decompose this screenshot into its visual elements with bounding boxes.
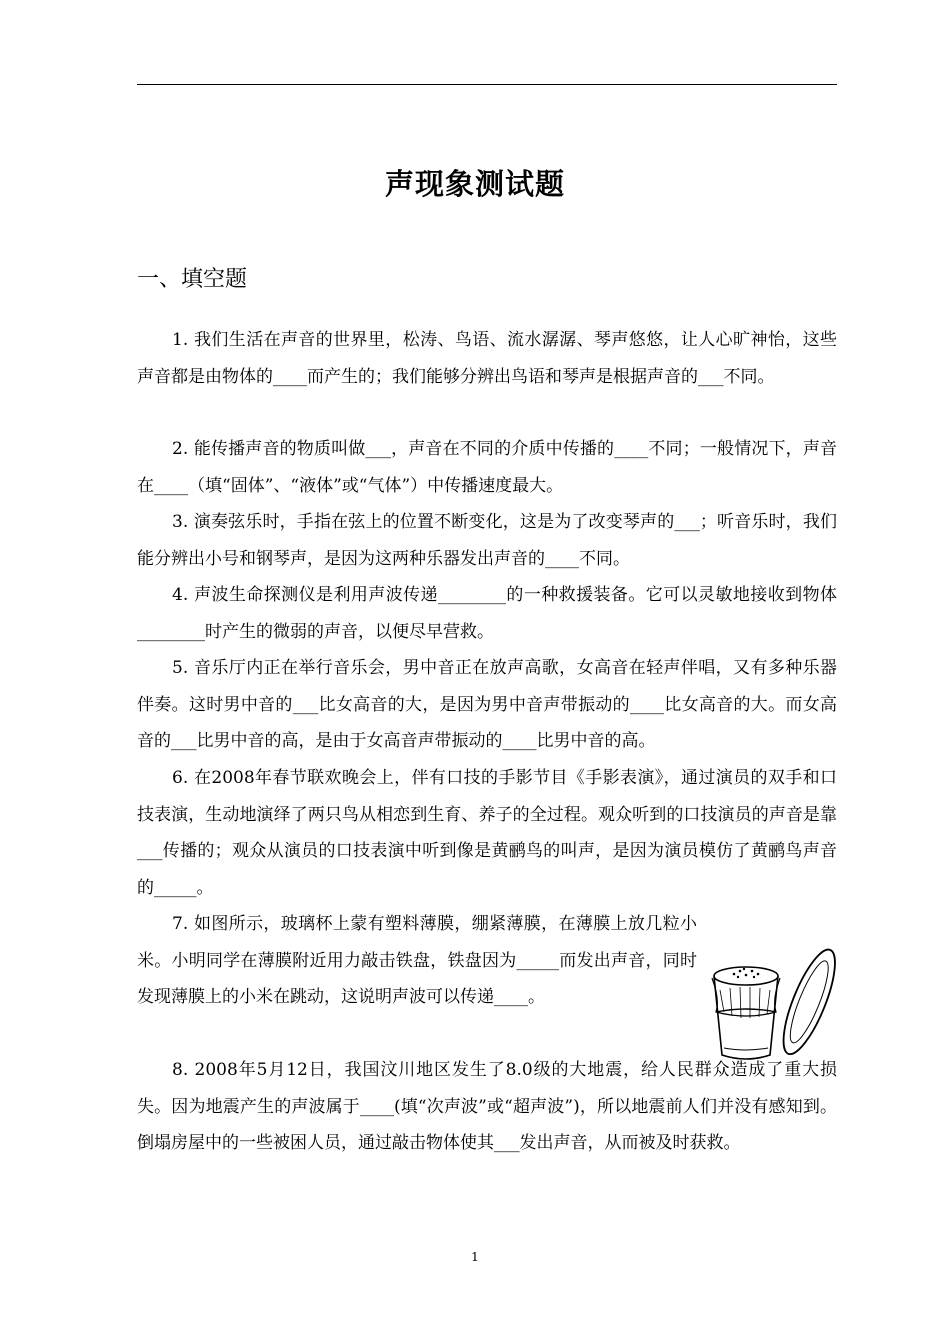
glass-body: [714, 976, 778, 1059]
question-text: 如图所示，玻璃杯上蒙有塑料薄膜，绷紧薄膜，在薄膜上放几粒小米。小明同学在薄膜附近用力敲击铁盘，铁盘因为_____而发出声音，同时发现薄膜上的小米在跳动，这说明声波可以传递____。: [137, 914, 698, 1007]
question-7: [137, 906, 697, 1016]
page-number: 1: [471, 1250, 479, 1264]
header-rule: [137, 84, 837, 85]
question-number: 5.: [172, 658, 189, 678]
question-number: 3.: [172, 512, 189, 532]
question-text: 音乐厅内正在举行音乐会，男中音正在放声高歌，女高音在轻声伴唱，又有多种乐器伴奏。这时男中音的___比女高音的大，是因为男中音声带振动的____比女高音的大。而女高音的___比男中音的高，是由于女高音声带振动的____比男中音的高。: [137, 658, 838, 751]
page-title: 声现象测试题: [384, 167, 565, 201]
iron-plate: [773, 944, 840, 1060]
film-folds: [720, 987, 770, 1018]
glass-water-line: [724, 1048, 768, 1050]
question-text: 能传播声音的物质叫做___，声音在不同的介质中传播的____不同；一般情况下，声音在____（填“固体”、“液体”或“气体”）中传播速度最大。: [137, 439, 838, 496]
question-text: 声波生命探测仪是利用声波传递________的一种救援装备。它可以灵敏地接收到物体________时产生的微弱的声音，以便尽早营救。: [137, 585, 837, 642]
question-1: [137, 322, 837, 395]
question-8: [137, 1052, 837, 1162]
question-number: 7.: [172, 914, 189, 934]
question-number: 8.: [172, 1060, 189, 1080]
question-text: 在2008年春节联欢晚会上，伴有口技的手影节目《手影表演》，通过演员的双手和口技表演，生动地演绎了两只鸟从相恋到生育、养子的全过程。观众听到的口技演员的声音是靠___传播的；观众从演员的口技表演中听到像是黄鹂鸟的叫声，是因为演员模仿了黄鹂鸟声音的_____。: [137, 768, 838, 898]
question-4: [137, 577, 837, 650]
question-number: 6.: [172, 768, 189, 788]
question-number: 2.: [172, 439, 189, 459]
question-text: 演奏弦乐时，手指在弦上的位置不断变化，这是为了改变琴声的___；听音乐时，我们能分辨出小号和钢琴声，是因为这两种乐器发出声音的____不同。: [137, 512, 838, 569]
glass-and-plate-figure: [700, 940, 840, 1070]
question-6: [137, 760, 837, 906]
section-heading: 一、填空题: [137, 267, 248, 292]
question-text: 2008年5月12日，我国汶川地区发生了8.0级的大地震，给人民群众造成了重大损失。因为地震产生的声波属于____(填“次声波”或“超声波”)，所以地震前人们并没有感知到。倒塌房屋中的一些被困人员，通过敲击物体使其___发出声音，从而被及时获救。: [137, 1060, 838, 1153]
question-5: [137, 650, 837, 760]
question-text: 我们生活在声音的世界里，松涛、鸟语、流水潺潺、琴声悠悠，让人心旷神怡，这些声音都是由物体的____而产生的；我们能够分辨出鸟语和琴声是根据声音的___不同。: [137, 330, 838, 387]
question-3: [137, 504, 837, 577]
question-number: 4.: [172, 585, 189, 605]
question-number: 1.: [172, 330, 189, 350]
question-2: [137, 431, 837, 504]
